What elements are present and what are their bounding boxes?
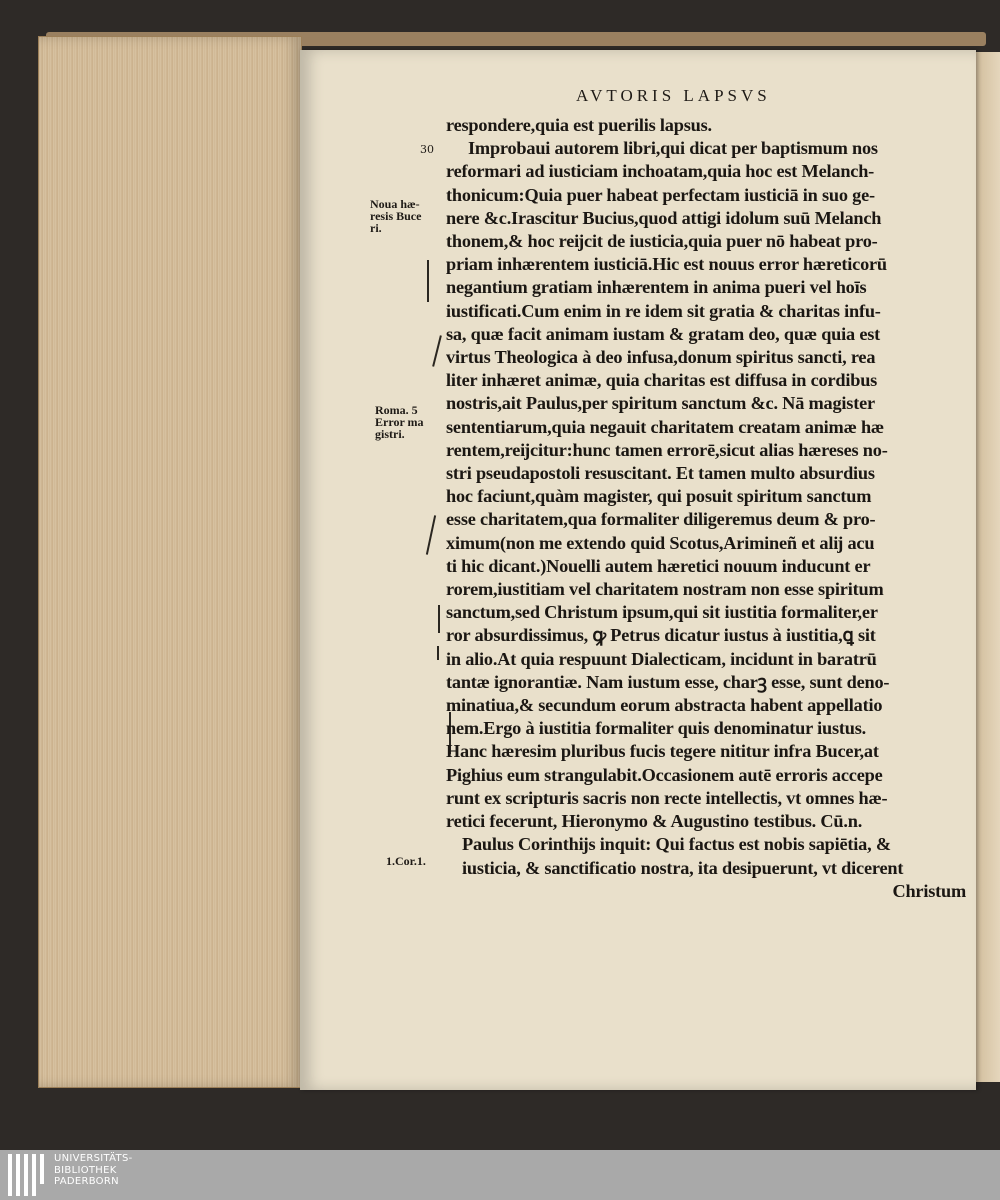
logo-line: PADERBORN bbox=[54, 1176, 119, 1187]
margin-note-noua-haeresis bbox=[370, 198, 421, 234]
margin-note-line: Error ma bbox=[375, 415, 424, 429]
line-number: 30 bbox=[420, 143, 434, 156]
text-line: respondere,quia est puerilis lapsus. bbox=[446, 115, 712, 135]
text-line: nere &c.Irascitur Bucius,quod attigi idolum suū Melanch bbox=[446, 207, 882, 228]
text-line: rentem,reĳcitur:hunc tamen errorē,sicut alias hæreses no- bbox=[446, 439, 888, 460]
text-line: Paulus Corinthĳs inquit: Qui factus est nobis sapiētia, & bbox=[462, 834, 891, 855]
text-line: Improbaui autorem libri,qui dicat per baptismum nos bbox=[468, 138, 878, 159]
text-line: negantium gratiam inhærentem in anima pueri vel hoīs bbox=[446, 277, 867, 298]
body-text bbox=[446, 114, 966, 903]
pen-mark bbox=[438, 605, 440, 633]
margin-note-line: resis Buce bbox=[370, 209, 422, 223]
library-footer-bar bbox=[0, 1150, 1000, 1200]
text-line: ximum(non me extendo quid Scotus,Arimineñ et alĳ acu bbox=[446, 532, 875, 553]
text-line: rorem,iustitiam vel charitatem nostram non esse spiritum bbox=[446, 579, 884, 600]
margin-note-line: Noua hæ- bbox=[370, 197, 420, 211]
text-line: Hanc hæresim pluribus fucis tegere nititur infra Bucer,at bbox=[446, 741, 879, 762]
margin-note-line: ri. bbox=[370, 221, 382, 235]
text-line: sa, quæ facit animam iustam & gratam deo, quæ quia est bbox=[446, 323, 881, 344]
pen-mark bbox=[427, 260, 429, 302]
catchword: Christum bbox=[892, 880, 966, 901]
margin-note-corinthians bbox=[386, 855, 426, 867]
text-line: sanctum,sed Christum ipsum,qui sit iustitia formaliter,er bbox=[446, 602, 878, 623]
logo-line: BIBLIOTHEK bbox=[54, 1164, 117, 1176]
text-line: retici fecerunt, Hieronymo & Augustino testibus. Cū.n. bbox=[446, 811, 863, 832]
margin-note-line: Roma. 5 bbox=[375, 403, 418, 417]
text-line: liter inhæret animæ, quia charitas est diffusa in cordibus bbox=[446, 370, 878, 391]
running-head: AVTORIS LAPSVS bbox=[576, 86, 771, 105]
logo-line: UNIVERSITÄTS- bbox=[54, 1153, 133, 1164]
book-page-edges bbox=[38, 36, 302, 1088]
text-line: stri pseudapostoli resuscitant. Et tamen multo absurdius bbox=[446, 463, 875, 484]
text-line: iustificati.Cum enim in re idem sit gratia & charitas infu- bbox=[446, 300, 881, 321]
text-line: reformari ad iusticiam inchoatam,quia hoc est Melanch- bbox=[446, 161, 875, 182]
text-line: runt ex scripturis sacris non recte intellectis, vt omnes hæ- bbox=[446, 787, 888, 808]
text-line: ti hic dicant.)Nouelli autem hæretici nouum inducunt er bbox=[446, 555, 871, 576]
text-line: Pighius eum strangulabit.Occasionem autē erroris accepe bbox=[446, 764, 883, 785]
text-line: esse charitatem,qua formaliter diligeremus deum & pro- bbox=[446, 509, 876, 530]
text-line: virtus Theologica à deo infusa,donum spiritus sancti, rea bbox=[446, 347, 876, 368]
text-line: hoc faciunt,quàm magister, qui posuit spiritum sanctum bbox=[446, 486, 872, 507]
text-line: ror absurdissimus, ꝙ Petrus dicatur iustus à iustitia,ꝗ sit bbox=[446, 625, 876, 646]
pen-mark bbox=[437, 646, 439, 660]
margin-note-roma bbox=[375, 404, 424, 440]
text-line: priam inhærentem iusticiā.Hic est nouus error hæreticorū bbox=[446, 254, 887, 275]
text-line: thonem,& hoc reĳcit de iusticia,quia puer nō habeat pro- bbox=[446, 231, 878, 252]
library-logo-icon bbox=[8, 1154, 48, 1196]
margin-note-line: gistri. bbox=[375, 427, 405, 441]
text-line: tantæ ignorantiæ. Nam iustum esse, charꝫ esse, sunt deno- bbox=[446, 671, 890, 692]
text-line: in alio.At quia respuunt Dialecticam, incidunt in baratrū bbox=[446, 648, 877, 669]
text-line: nostris,ait Paulus,per spiritum sanctum &c. Nā magister bbox=[446, 393, 875, 414]
text-line: iusticia, & sanctificatio nostra, ita desipuerunt, vt dicerent bbox=[462, 857, 904, 878]
text-line: thonicum:Quia puer habeat perfectam iusticiā in suo ge- bbox=[446, 184, 875, 205]
margin-note-line: 1.Cor.1. bbox=[386, 854, 426, 868]
library-logo-text bbox=[54, 1153, 133, 1188]
text-line: minatiua,& secundum eorum abstracta habent appellatio bbox=[446, 695, 883, 716]
text-line: sententiarum,quia negauit charitatem creatam animæ hæ bbox=[446, 416, 884, 437]
text-line: nem.Ergo à iustitia formaliter quis denominatur iustus. bbox=[446, 718, 866, 739]
